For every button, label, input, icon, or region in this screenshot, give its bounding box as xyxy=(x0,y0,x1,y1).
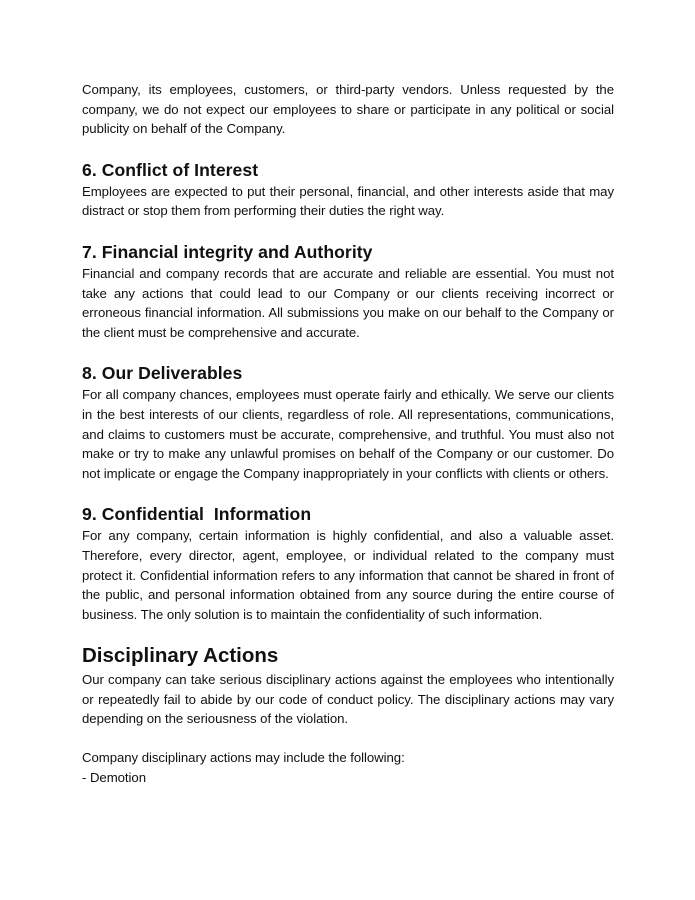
section-financial-integrity xyxy=(82,241,614,342)
section-heading: 7. Financial integrity and Authority xyxy=(82,241,373,262)
section-heading: 8. Our Deliverables xyxy=(82,363,243,384)
section-heading: 9. Confidential Information xyxy=(82,504,312,525)
section-body: For any company, certain information is highly confidential, and also a valuable asset. Therefore, every director, agent, employee, or individual related to the company must protect it. Confidential information refers to any information that cannot be shared in front of the public, and personal information obtained from any source during the entire course of business. The only solution is to maintain the confidentiality of such information. xyxy=(82,528,614,622)
disciplinary-list-intro: Company disciplinary actions may include the following: xyxy=(82,750,405,766)
paragraph-spacer xyxy=(82,729,614,748)
section-our-deliverables xyxy=(82,362,614,483)
section-body: For all company chances, employees must operate fairly and ethically. We serve our clients in the best interests of our clients, regardless of role. All representations, communications, and claims to customers must be accurate, comprehensive, and truthful. You must also not make or try to make any unlawful promises on behalf of the Company or our customer. Do not implicate or engage the Company inappropriately in your conflicts with clients or others. xyxy=(82,387,614,481)
section-heading: 6. Conflict of Interest xyxy=(82,159,259,180)
section-conflict-of-interest xyxy=(82,159,614,221)
disciplinary-body: Our company can take serious disciplinary actions against the employees who intentionally or repeatedly fail to abide by our code of conduct policy. The disciplinary actions may vary depending on the seriousness of the violation. xyxy=(82,672,614,727)
section-confidential-information xyxy=(82,503,614,624)
list-item: - Demotion xyxy=(82,769,146,785)
section-body: Employees are expected to put their personal, financial, and other interests aside that may distract or stop them from performing their duties the right way. xyxy=(82,183,614,219)
disciplinary-heading: Disciplinary Actions xyxy=(82,644,279,668)
document-page xyxy=(82,80,614,787)
intro-paragraph: Company, its employees, customers, or third-party vendors. Unless requested by the company, we do not expect our employees to share or participate in any political or social publicity on behalf of the Company. xyxy=(82,82,614,137)
section-body: Financial and company records that are accurate and reliable are essential. You must not take any actions that could lead to our Company or our clients receiving incorrect or erroneous financial information. All submissions you make on our behalf to the Company or the client must be comprehensive and accurate. xyxy=(82,265,614,340)
section-disciplinary-actions xyxy=(82,643,614,787)
